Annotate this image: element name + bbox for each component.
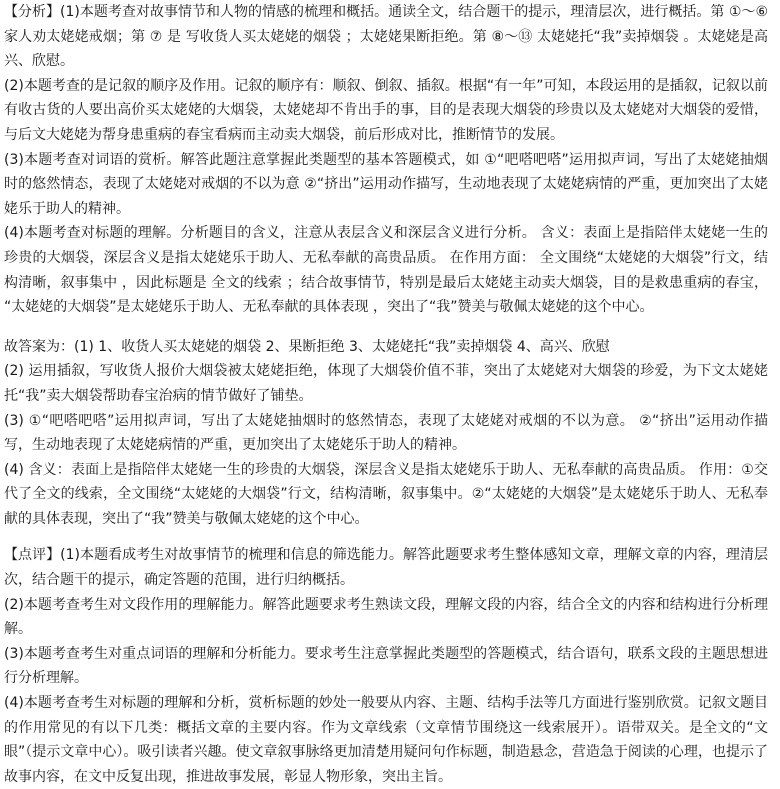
comment-paragraph-3: (3)本题考查考生对重点词语的理解和分析能力。要求考生注意掌握此类题型的答题模式，结合语句，联系文段的主题思想进行分析理解。 xyxy=(4,645,768,687)
analysis-section xyxy=(4,0,768,320)
analysis-paragraph-4: (4)本题考查对标题的理解。分析题目的含义，注意从表层含义和深层含义进行分析。 含义：表面上是指陪伴太姥姥一生的珍贵的大烟袋，深层含义是指太姥姥乐于助人、无私奉献的高贵品质。 在作用方面： 全文围绕“太姥姥的大烟袋”行文，结构清晰，叙事集中 ，因此标题是 全文的线索 ；结合故事情节，特别是最后太姥姥主动卖大烟袋，目的是救患重病的春宝， “太姥姥的大烟袋”是太姥姥乐于助人、无私奉献的具体表现 ，突出了“我”赞美与敬佩太姥姥的这个中心。 xyxy=(4,225,768,316)
comment-paragraph-1: 【点评】(1)本题看成考生对故事情节的梳理和信息的筛选能力。解答此题要求考生整体感知文章，理解文章的内容，理清层次，结合题干的提示，确定答题的范围，进行归纳概括。 xyxy=(4,547,768,589)
section-spacer xyxy=(4,531,768,543)
answer-section xyxy=(4,335,768,532)
answer-paragraph-2: (2) 运用插叙，写收货人报价大烟袋被太姥姥拒绝，体现了大烟袋价值不菲，突出了太姥姥对大烟袋的珍爱，为下文太姥姥托“我”卖大烟袋帮助春宝治病的情节做好了铺垫。 xyxy=(4,363,768,404)
answer-paragraph-1: 故答案为：(1) 1、收货人买太姥姥的烟袋 2、果断拒绝 3、太姥姥托“我”卖掉烟袋 4、高兴、欣慰 xyxy=(4,338,610,355)
analysis-paragraph-2: (2)本题考查的是记叙的顺序及作用。记叙的顺序有：顺叙、倒叙、插叙。根据“有一年”可知，本段运用的是插叙，记叙以前有收古货的人要出高价买太姥姥的大烟袋，太姥姥却不肯出手的事，目的是表现大烟袋的珍贵以及太姥姥对大烟袋的爱惜，与后文大姥姥为帮身患重病的春宝看病而主动卖大烟袋，前后形成对比，推断情节的发展。 xyxy=(4,77,768,143)
comment-paragraph-4: (4)本题考查考生对标题的理解和分析，赏析标题的妙处一般要从内容、主题、结构手法等几方面进行鉴别欣赏。记叙文题目的作用常见的有以下几类：概括文章的主要内容。作为文章线索（文章情节围绕这一线索展开）。语带双关。是全文的“文眼”（提示文章中心）。吸引读者兴趣。使文章叙事脉络更加清楚用疑问句作标题，制造悬念，营造急于阅读的心理，也提示了故事内容，在文中反复出现，推进故事发展，彰显人物形象，突出主旨。 xyxy=(4,695,768,785)
section-spacer xyxy=(4,320,768,335)
comment-paragraph-2: (2)本题考查考生对文段作用的理解能力。解答此题要求考生熟读文段，理解文段的内容，结合全文的内容和结构进行分析理解。 xyxy=(4,596,768,638)
comment-section xyxy=(4,543,768,789)
analysis-paragraph-1: 【分析】(1)本题考查对故事情节和人物的情感的梳理和概括。通读全文，结合题干的提示，理清层次，进行概括。第 ①～⑥ 家人劝太姥姥戒烟；第 ⑦ 是 写收货人买太姥姥的烟袋 ；太姥姥果断拒绝。第 ⑧～⑬ 太姥姥托“我”卖掉烟袋 。太姥姥是高兴、欣慰。 xyxy=(4,4,768,70)
answer-paragraph-3: (3) ①“吧嗒吧嗒”运用拟声词，写出了太姥姥抽烟时的悠然情态，表现了太姥姥对戒烟的不以为意。 ②“挤出”运用动作描写，生动地表现了太姥姥病情的严重，更加突出了太姥姥乐于助人的精神。 xyxy=(4,412,768,454)
analysis-paragraph-3: (3)本题考查对词语的赏析。解答此题注意掌握此类题型的基本答题模式，如 ①“吧嗒吧嗒”运用拟声词，写出了太姥姥抽烟时的悠然情态，表现了太姥姥对戒烟的不以为意 ②“挤出”运用动作描写，生动地表现了太姥姥病情的严重，更加突出了太姥姥乐于助人的精神。 xyxy=(4,151,768,217)
answer-paragraph-4: (4) 含义：表面上是指陪伴太姥姥一生的珍贵的大烟袋，深层含义是指太姥姥乐于助人、无私奉献的高贵品质。 作用：①交代了全文的线索，全文围绕“太姥姥的大烟袋”行文，结构清晰，叙事集中。②“太姥姥的大烟袋”是太姥姥乐于助人、无私奉献的具体表现，突出了“我”赞美与敬佩太姥姥的这个中心。 xyxy=(4,461,768,527)
